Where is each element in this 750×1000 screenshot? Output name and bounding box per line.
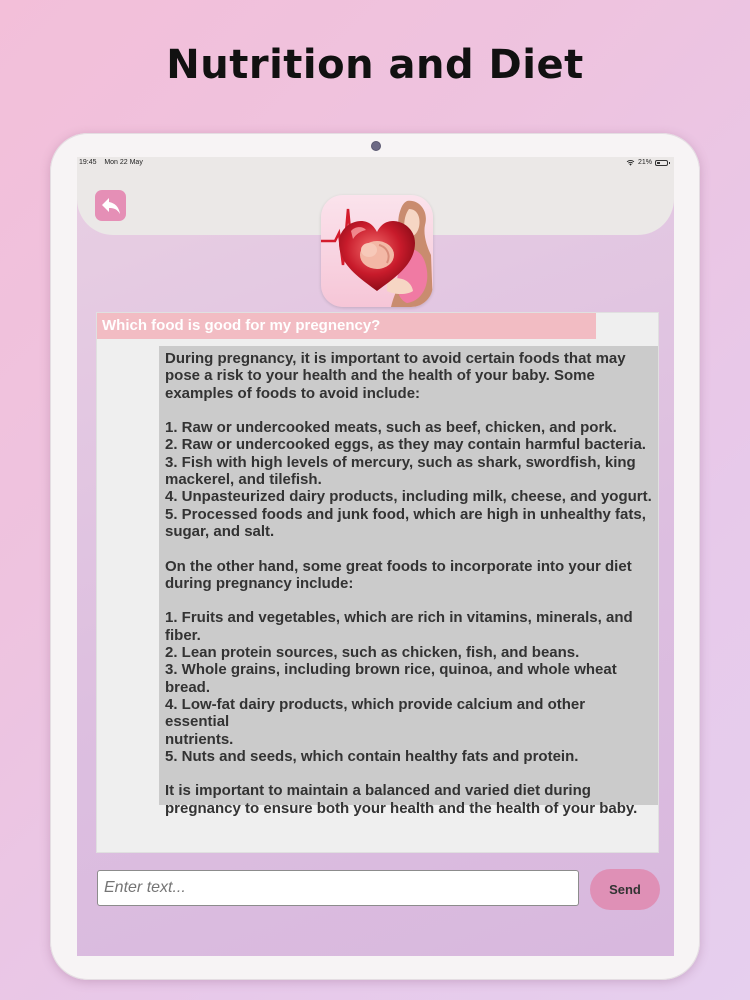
answer-paragraph (165, 350, 652, 402)
answer-paragraph (165, 782, 652, 817)
message-input[interactable] (97, 870, 579, 906)
question-bubble: Which food is good for my pregnency? (97, 313, 596, 339)
battery-icon (655, 160, 668, 166)
answer-line: 5. Nuts and seeds, which contain healthy fats and protein. (165, 747, 579, 765)
answer-line: 1. Fruits and vegetables, which are rich in vitamins, minerals, and (165, 609, 633, 627)
battery-percent: 21% (637, 159, 652, 166)
answer-line: fiber. (165, 626, 201, 644)
status-clock: 19:45 (79, 159, 97, 166)
back-arrow-icon (101, 197, 121, 215)
answer-line: examples of foods to avoid include: (165, 384, 421, 402)
answer-line: 1. Raw or undercooked meats, such as beef, chicken, and pork. (165, 419, 617, 437)
page-headline: Nutrition and Diet (166, 42, 584, 88)
tablet-frame (50, 133, 700, 980)
answer-line: 4. Low-fat dairy products, which provide calcium and other essential (165, 695, 586, 731)
answer-line: pregnancy to ensure both your health and the health of your baby. (165, 799, 638, 817)
answer-line: 3. Whole grains, including brown rice, quinoa, and whole wheat (165, 661, 617, 679)
answer-line: during pregnancy include: (165, 574, 354, 592)
answer-paragraph (165, 419, 652, 540)
answer-paragraph (165, 558, 652, 593)
status-time (79, 159, 143, 166)
answer-line: 5. Processed foods and junk food, which are high in unhealthy fats, (165, 505, 646, 523)
answer-line: It is important to maintain a balanced and varied diet during (165, 782, 591, 800)
status-bar (77, 157, 674, 171)
answer-line: nutrients. (165, 730, 234, 748)
front-camera (371, 141, 381, 151)
status-indicators (626, 159, 668, 166)
send-button[interactable]: Send (590, 869, 660, 910)
answer-paragraph (165, 609, 652, 765)
answer-line: During pregnancy, it is important to avoid certain foods that may (165, 350, 626, 367)
chat-panel (96, 312, 659, 853)
pregnancy-heart-logo (321, 195, 433, 307)
status-date: Mon 22 May (104, 159, 143, 166)
answer-line: 4. Unpasteurized dairy products, including milk, cheese, and yogurt. (165, 488, 652, 506)
answer-bubble (159, 346, 658, 817)
answer-line: sugar, and salt. (165, 522, 275, 540)
answer-line: 2. Raw or undercooked eggs, as they may contain harmful bacteria. (165, 436, 646, 454)
answer-line: 3. Fish with high levels of mercury, such as shark, swordfish, king (165, 453, 636, 471)
answer-line: 2. Lean protein sources, such as chicken, fish, and beans. (165, 644, 580, 662)
app-logo (321, 195, 433, 307)
wifi-icon (626, 159, 635, 166)
app-screen (77, 157, 674, 956)
back-button[interactable] (95, 190, 126, 221)
answer-line: pose a risk to your health and the health of your baby. Some (165, 367, 595, 385)
answer-line: bread. (165, 678, 211, 696)
answer-line: On the other hand, some great foods to incorporate into your diet (165, 557, 632, 575)
answer-line: mackerel, and tilefish. (165, 471, 322, 489)
